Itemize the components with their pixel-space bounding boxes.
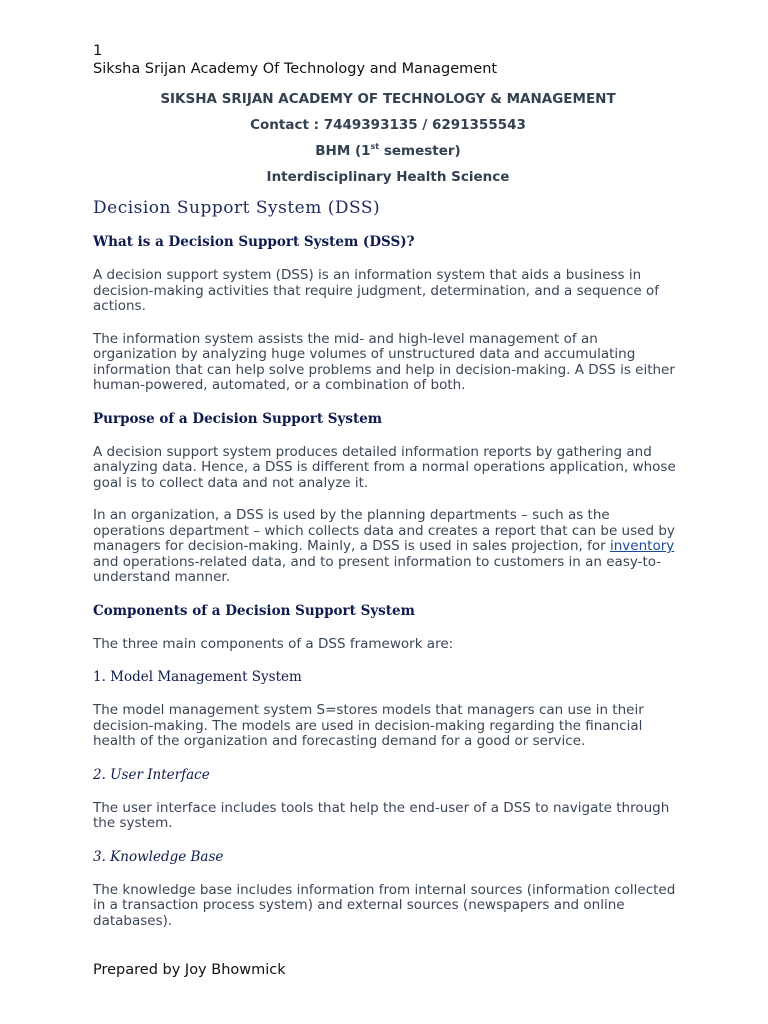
paragraph-text: In an organization, a DSS is used by the planning departments – such as the operations department – which collects data and creates a report that can be used by managers for decision-making. Mainly, a DSS is used in sales projection, for <box>93 507 675 554</box>
header-institution: Siksha Srijan Academy Of Technology and Management <box>93 61 498 77</box>
paragraph: The model management system S=stores models that managers can use in their decision-making. The models are used in decision-making regarding the financial health of the organization and forecasting demand for a good or service. <box>93 702 644 749</box>
course-superscript: st <box>370 142 380 151</box>
paragraph-text: and operations-related data, and to present information to customers in an easy-to-understand manner. <box>93 553 662 585</box>
page-number: 1 <box>93 43 103 59</box>
document-page <box>93 0 683 929</box>
institution-banner: SIKSHA SRIJAN ACADEMY OF TECHNOLOGY & MANAGEMENT <box>160 91 616 107</box>
paragraph: A decision support system produces detailed information reports by gathering and analyzing data. Hence, a DSS is different from a normal operations application, whose goal is to collect data and not analyze it. <box>93 443 676 491</box>
paragraph-with-link <box>93 508 683 586</box>
paragraph: The user interface includes tools that help the end-user of a DSS to navigate through the system. <box>93 799 670 831</box>
inventory-link[interactable]: inventory <box>610 538 675 554</box>
paragraph: The knowledge base includes information from internal sources (information collected in a transaction process system) and external sources (newspapers and online databases). <box>93 881 676 929</box>
component-heading-knowledge-base: 3. Knowledge Base <box>93 848 224 865</box>
paragraph: The three main components of a DSS framework are: <box>93 635 454 652</box>
course-line <box>93 143 683 159</box>
contact-line: Contact : 7449393135 / 6291355543 <box>250 117 526 133</box>
course-suffix: semester) <box>379 143 461 159</box>
section-heading-components: Components of a Decision Support System <box>93 602 415 619</box>
paragraph: A decision support system (DSS) is an information system that aids a business in decision-making activities that require judgment, determination, and a sequence of actions. <box>93 267 659 314</box>
section-heading-purpose: Purpose of a Decision Support System <box>93 410 383 427</box>
subject-line: Interdisciplinary Health Science <box>266 169 510 185</box>
component-heading-model-management: 1. Model Management System <box>93 669 302 685</box>
paragraph: The information system assists the mid- and high-level management of an organization by analyzing huge volumes of unstructured data and accumulating information that can help solve problems and help in decision-making. A DSS is either human-powered, automated, or a combination of both. <box>93 330 675 393</box>
course-prefix: BHM (1 <box>315 143 371 159</box>
footer-prepared-by: Prepared by Joy Bhowmick <box>93 962 286 978</box>
component-heading-user-interface: 2. User Interface <box>93 766 210 783</box>
document-title: Decision Support System (DSS) <box>93 198 381 218</box>
section-heading-what-is-dss: What is a Decision Support System (DSS)? <box>93 234 415 250</box>
